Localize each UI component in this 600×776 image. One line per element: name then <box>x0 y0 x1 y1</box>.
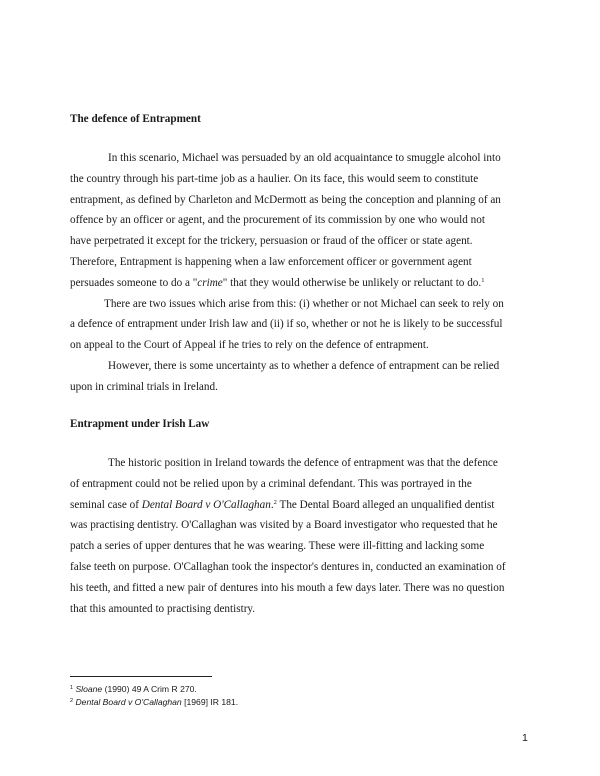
paragraph-line: was practising dentistry. O'Callaghan was visited by a Board investigator who requested that he <box>70 519 498 532</box>
paragraph-line: a defence of entrapment under Irish law and (ii) if so, whether or not he is likely to be successful <box>70 318 503 331</box>
paragraph-line: However, there is some uncertainty as to whether a defence of entrapment can be relied <box>108 359 500 372</box>
footnote-case-name: Sloane <box>75 684 103 694</box>
text-run: The Dental Board alleged an unqualified dentist <box>276 498 495 511</box>
section-heading-defence-of-entrapment: The defence of Entrapment <box>70 113 201 125</box>
paragraph-line: his teeth, and fitted a new pair of dentures into his mouth a few days later. There was no question <box>70 581 505 594</box>
paragraph-line: false teeth on purpose. O'Callaghan took the inspector's dentures in, conducted an examination of <box>70 560 506 573</box>
paragraph-line: upon in criminal trials in Ireland. <box>70 380 218 393</box>
text-run: " that they would otherwise be unlikely or reluctant to do. <box>222 276 482 289</box>
section-heading-entrapment-irish-law: Entrapment under Irish Law <box>70 418 210 430</box>
paragraph-line: on appeal to the Court of Appeal if he tries to rely on the defence of entrapment. <box>70 339 429 352</box>
paragraph-line: entrapment, as defined by Charleton and McDermott as being the conception and planning of an <box>70 193 501 206</box>
paragraph-line: offence by an officer or agent, and the procurement of its commission by one who would not <box>70 214 485 227</box>
footnotes <box>70 683 238 708</box>
footnote-citation: (1990) 49 A Crim R 270. <box>102 684 197 694</box>
paragraph-line: patch a series of upper dentures that he was wearing. These were ill-fitting and lacking some <box>70 540 485 553</box>
paragraph-line <box>70 495 532 516</box>
footnote-2 <box>70 696 238 709</box>
footnote-case-name: Dental Board v O'Callaghan <box>75 696 182 707</box>
text-run: . <box>270 498 274 511</box>
footnote-ref-1[interactable]: 1 <box>481 276 485 284</box>
paragraph-line: The historic position in Ireland towards the defence of entrapment was that the defence <box>108 457 498 469</box>
paragraph-line: In this scenario, Michael was persuaded by an old acquaintance to smuggle alcohol into <box>108 152 501 164</box>
paragraph-line: that this amounted to practising dentistry. <box>70 602 256 615</box>
footnote-1 <box>70 683 238 696</box>
text-run: persuades someone to do a " <box>70 276 198 289</box>
paragraph-line: of entrapment could not be relied upon by a criminal defendant. This was portrayed in the <box>70 477 472 490</box>
footnote-divider <box>70 676 212 677</box>
paragraph-line: Therefore, Entrapment is happening when a law enforcement officer or government agent <box>70 255 472 268</box>
paragraph-line <box>70 273 532 294</box>
text-run: seminal case of <box>70 498 142 511</box>
paragraph-line: the country through his part-time job as a haulier. On its face, this would seem to constitute <box>70 172 479 185</box>
paragraph-line: There are two issues which arise from this: (i) whether or not Michael can seek to rely on <box>104 297 504 310</box>
paragraph-line: have perpetrated it except for the trickery, persuasion or fraud of the officer or state agent. <box>70 235 473 248</box>
footnote-number: 1 <box>70 685 74 691</box>
section1-body <box>70 148 532 398</box>
footnote-citation: [1969] IR 181. <box>181 696 239 707</box>
page-number: 1 <box>522 732 528 744</box>
italic-case-name: Dental Board v O'Callaghan <box>141 498 271 511</box>
footnote-ref-2[interactable]: 2 <box>273 498 277 506</box>
italic-term-crime: crime <box>197 276 223 289</box>
section2-body <box>70 453 532 619</box>
footnote-number: 2 <box>70 697 74 704</box>
